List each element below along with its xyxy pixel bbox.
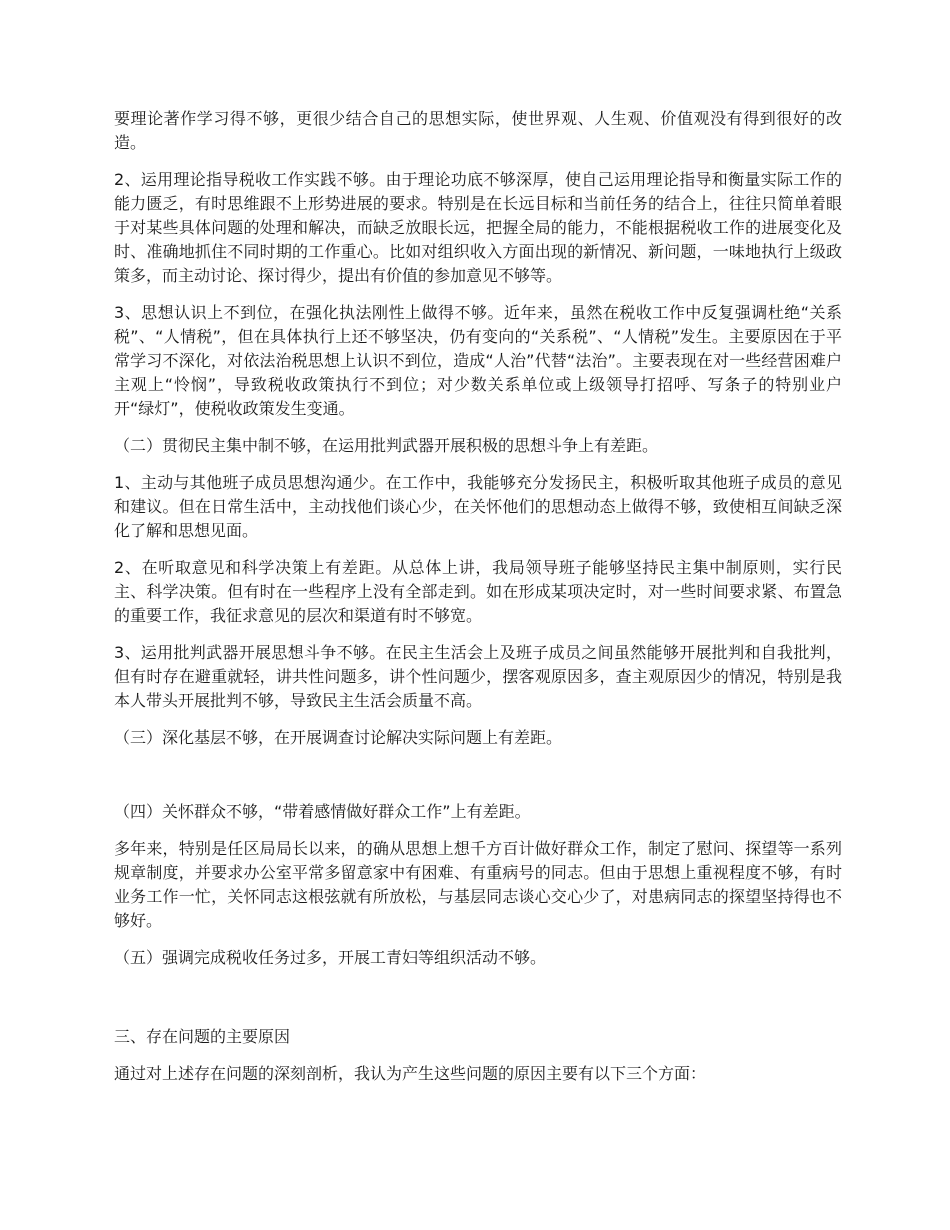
blank-gap: [114, 763, 842, 800]
paragraph-law-enforcement: 3、思想认识上不到位，在强化执法刚性上做得不够。近年来，虽然在税收工作中反复强调杜绝“关系税”、“人情税”，但在具体执行上还不够坚决，仍有变向的“关系税”、“人情税”发生。主要原因在于平常学习不深化，对依法治税思想上认识不到位，造成“人治”代替“法治”。主要表现在对一些经营困难户主观上“怜悯”，导致税收政策执行不到位；对少数关系单位或上级领导打招呼、写条子的特别业户开“绿灯”，使税收政策发生变通。: [114, 303, 842, 418]
heading-section-5: （五）强调完成税收任务过多，开展工青妇等组织活动不够。: [114, 948, 547, 967]
heading-main-causes: 三、存在问题的主要原因: [114, 1027, 291, 1046]
blank-gap: [114, 983, 842, 1025]
heading-section-2: （二）贯彻民主集中制不够，在运用批判武器开展积极的思想斗争上有差距。: [114, 436, 659, 455]
heading-section-4: （四）关怀群众不够，“带着感情做好群众工作”上有差距。: [114, 802, 531, 821]
heading-section-3: （三）深化基层不够，在开展调查讨论解决实际问题上有差距。: [114, 728, 563, 747]
paragraph-communication: 1、主动与其他班子成员思想沟通少。在工作中，我能够充分发扬民主，积极听取其他班子成员的意见和建议。但在日常生活中，主动找他们谈心少，在关怀他们的思想动态上做得不够，致使相互间缺乏深化了解和思想见面。: [114, 473, 842, 540]
paragraph-causes-intro: 通过对上述存在问题的深刻剖析，我认为产生这些问题的原因主要有以下三个方面：: [114, 1064, 707, 1083]
paragraph-theory-study: 要理论著作学习得不够，更很少结合自己的思想实际，使世界观、人生观、价值观没有得到很好的改造。: [114, 109, 842, 152]
document-body: [114, 107, 842, 1099]
paragraph-theory-practice: 2、运用理论指导税收工作实践不够。由于理论功底不够深厚，使自己运用理论指导和衡量实际工作的能力匮乏，有时思维跟不上形势进展的要求。特别是在长远目标和当前任务的结合上，往往只简单着眼于对某些具体问题的处理和解决，而缺乏放眼长远，把握全局的能力，不能根据税收工作的进展变化及时、准确地抓住不同时期的工作重心。比如对组织收入方面出现的新情况、新问题，一味地执行上级政策多，而主动讨论、探讨得少，提出有价值的参加意见不够等。: [114, 170, 842, 285]
paragraph-care-for-masses: 多年来，特别是任区局局长以来，的确从思想上想千方百计做好群众工作，制定了慰问、探望等一系列规章制度，并要求办公室平常多留意家中有困难、有重病号的同志。但由于思想上重视程度不够，有时业务工作一忙，关怀同志这根弦就有所放松，与基层同志谈心交心少了，对患病同志的探望坚持得也不够好。: [114, 839, 842, 930]
paragraph-decision-making: 2、在听取意见和科学决策上有差距。从总体上讲，我局领导班子能够坚持民主集中制原则，实行民主、科学决策。但有时在一些程序上没有全部走到。如在形成某项决定时，对一些时间要求紧、布置急的重要工作，我征求意见的层次和渠道有时不够宽。: [114, 558, 842, 625]
paragraph-criticism: 3、运用批判武器开展思想斗争不够。在民主生活会上及班子成员之间虽然能够开展批判和自我批判，但有时存在避重就轻，讲共性问题多，讲个性问题少，摆客观原因多，查主观原因少的情况，特别是我本人带头开展批判不够，导致民主生活会质量不高。: [114, 643, 842, 710]
